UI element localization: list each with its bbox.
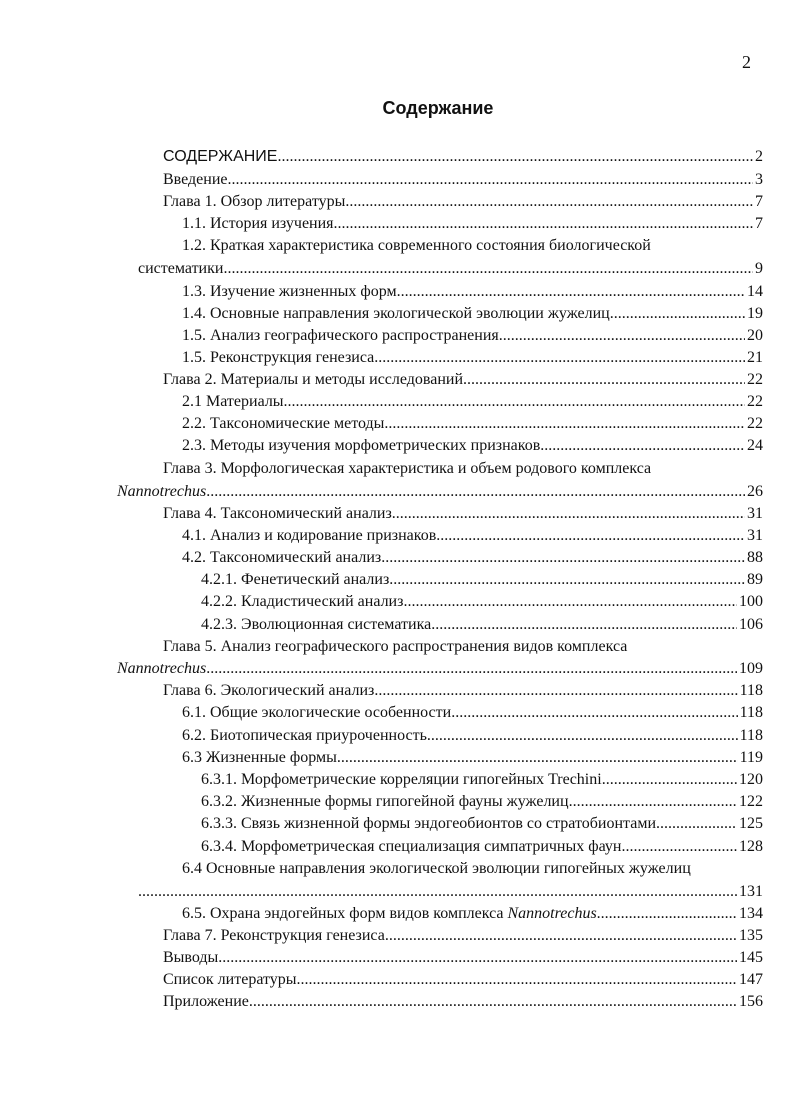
leader-dots bbox=[597, 903, 737, 925]
toc-page: 156 bbox=[739, 993, 763, 1010]
toc-entry-contents[interactable] bbox=[163, 146, 763, 168]
toc-entry-chapter-3[interactable] bbox=[117, 481, 763, 503]
toc-entry-6-5[interactable] bbox=[182, 903, 763, 925]
toc-page: 145 bbox=[739, 949, 763, 966]
toc-label: 4.1. Анализ и кодирование признаков bbox=[182, 527, 437, 544]
toc-entry-6-3-1[interactable] bbox=[201, 769, 763, 791]
toc-page: 31 bbox=[747, 505, 763, 522]
toc-label: Глава 2. Материалы и методы исследований bbox=[163, 371, 464, 388]
toc-label: 1.3. Изучение жизненных форм bbox=[182, 283, 397, 300]
toc-entry-1-4[interactable] bbox=[182, 303, 763, 325]
toc-label: 6.3 Жизненные формы bbox=[182, 749, 337, 766]
leader-dots bbox=[374, 347, 745, 369]
toc-entry-1-3[interactable] bbox=[182, 281, 763, 303]
toc-page: 22 bbox=[747, 393, 763, 410]
toc-page: 88 bbox=[747, 549, 763, 566]
toc-label: 6.5. Охрана эндогейных форм видов комплекса bbox=[182, 905, 504, 922]
leader-dots bbox=[397, 281, 745, 303]
toc-entry-1-5a[interactable] bbox=[182, 325, 763, 347]
toc-entry-introduction[interactable] bbox=[163, 169, 763, 191]
toc-entry-2-2[interactable] bbox=[182, 413, 763, 435]
toc-label: 6.3.4. Морфометрическая специализация симпатричных фаун bbox=[201, 838, 622, 855]
leader-dots bbox=[499, 325, 745, 347]
toc-entry-4-2-2[interactable] bbox=[201, 591, 763, 613]
toc-entry-6-4[interactable] bbox=[138, 881, 763, 903]
leader-dots bbox=[427, 725, 738, 747]
toc-page: 134 bbox=[739, 905, 763, 922]
toc-label: 6.2. Биотопическая приуроченность bbox=[182, 727, 427, 744]
toc-label: Введение bbox=[163, 171, 228, 188]
toc-label: 1.5. Реконструкция генезиса bbox=[182, 349, 375, 366]
leader-dots bbox=[385, 925, 737, 947]
toc-page: 118 bbox=[739, 682, 763, 699]
leader-dots bbox=[206, 658, 737, 680]
toc-entry-6-3-2[interactable] bbox=[201, 791, 763, 813]
toc-label: 2.3. Методы изучения морфометрических признаков bbox=[182, 437, 541, 454]
toc-entry-6-2[interactable] bbox=[182, 725, 763, 747]
toc-entry-6-4-first-line[interactable]: 6.4 Основные направления экологической эволюции гипогейных жужелиц bbox=[182, 860, 691, 877]
leader-dots bbox=[345, 191, 753, 213]
toc-page: 31 bbox=[747, 527, 763, 544]
toc-label: Выводы bbox=[163, 949, 219, 966]
toc-entry-4-2[interactable] bbox=[182, 547, 763, 569]
toc-entry-references[interactable] bbox=[163, 969, 763, 991]
toc-page: 7 bbox=[755, 193, 763, 210]
toc-entry-1-5b[interactable] bbox=[182, 347, 763, 369]
leader-dots bbox=[463, 369, 745, 391]
toc-page: 125 bbox=[739, 815, 763, 832]
toc-entry-1-1[interactable] bbox=[182, 213, 763, 235]
toc-label: систематики bbox=[138, 260, 224, 277]
toc-page: 135 bbox=[739, 927, 763, 944]
toc-entry-6-3-4[interactable] bbox=[201, 836, 763, 858]
leader-dots bbox=[393, 569, 745, 591]
toc-label: Список литературы bbox=[163, 971, 297, 988]
page-title: Содержание bbox=[382, 98, 494, 118]
toc-page: 89 bbox=[747, 571, 763, 588]
toc-page: 2 bbox=[755, 148, 763, 165]
toc-entry-2-1[interactable] bbox=[182, 391, 763, 413]
toc-entry-chapter-6[interactable] bbox=[163, 680, 763, 702]
leader-dots bbox=[284, 391, 745, 413]
toc-entry-1-2[interactable] bbox=[138, 258, 763, 280]
leader-dots bbox=[569, 791, 737, 813]
toc-label: 2.1 Материалы bbox=[182, 393, 284, 410]
toc-entry-6-1[interactable] bbox=[182, 702, 763, 724]
toc-entry-4-2-3[interactable] bbox=[201, 614, 763, 636]
toc-page: 7 bbox=[755, 215, 763, 232]
leader-dots bbox=[277, 146, 753, 168]
toc-entry-6-3-3[interactable] bbox=[201, 813, 763, 835]
toc-page: 106 bbox=[739, 616, 763, 633]
toc-entry-chapter-4[interactable] bbox=[163, 503, 763, 525]
toc-page: 118 bbox=[739, 704, 763, 721]
leader-dots bbox=[374, 680, 737, 702]
leader-dots bbox=[656, 813, 737, 835]
toc-label: Nannotrechus bbox=[117, 483, 207, 500]
toc-label: Глава 4. Таксономический анализ bbox=[163, 505, 392, 522]
toc-label: 1.5. Анализ географического распространения bbox=[182, 327, 499, 344]
toc-entry-2-3[interactable] bbox=[182, 435, 763, 457]
leader-dots bbox=[602, 769, 737, 791]
toc-label: Глава 6. Экологический анализ bbox=[163, 682, 375, 699]
toc-page: 118 bbox=[739, 727, 763, 744]
toc-page: 19 bbox=[747, 305, 763, 322]
toc-page: 122 bbox=[739, 793, 763, 810]
leader-dots bbox=[138, 881, 737, 903]
toc-label: 1.4. Основные направления экологической эволюции жужелиц bbox=[182, 305, 610, 322]
toc-entry-6-3[interactable] bbox=[182, 747, 763, 769]
leader-dots bbox=[228, 169, 754, 191]
toc-page: 147 bbox=[739, 971, 763, 988]
toc-label-italic: Nannotrechus bbox=[507, 905, 597, 922]
toc-page: 22 bbox=[747, 371, 763, 388]
toc-page: 119 bbox=[739, 749, 763, 766]
toc-entry-conclusions[interactable] bbox=[163, 947, 763, 969]
toc-page: 109 bbox=[739, 660, 763, 677]
toc-page: 131 bbox=[739, 883, 763, 900]
leader-dots bbox=[392, 503, 745, 525]
toc-label: Глава 1. Обзор литературы bbox=[163, 193, 346, 210]
toc-label: 6.3.1. Морфометрические корреляции гипогейных Trechini bbox=[201, 771, 602, 788]
leader-dots bbox=[337, 747, 738, 769]
toc-label: СОДЕРЖАНИЕ bbox=[163, 148, 278, 165]
toc-entry-chapter-3-first-line[interactable]: Глава 3. Морфологическая характеристика и объем родового комплекса bbox=[163, 460, 652, 477]
toc-page: 21 bbox=[747, 349, 763, 366]
leader-dots bbox=[249, 991, 737, 1013]
leader-dots bbox=[334, 213, 753, 235]
toc-page: 24 bbox=[747, 437, 763, 454]
leader-dots bbox=[218, 947, 737, 969]
toc-page: 3 bbox=[755, 171, 763, 188]
toc-label: 4.2. Таксономический анализ bbox=[182, 549, 382, 566]
toc-entry-chapter-5-first-line[interactable]: Глава 5. Анализ географического распространения видов комплекса bbox=[163, 638, 628, 655]
toc-entry-chapter-5[interactable] bbox=[117, 658, 763, 680]
toc-entry-chapter-2[interactable] bbox=[163, 369, 763, 391]
toc-entry-4-1[interactable] bbox=[182, 525, 763, 547]
toc-label: Глава 7. Реконструкция генезиса bbox=[163, 927, 385, 944]
toc-label: 4.2.1. Фенетический анализ. bbox=[201, 571, 394, 588]
toc-entry-chapter-7[interactable] bbox=[163, 925, 763, 947]
toc-page: 22 bbox=[747, 415, 763, 432]
leader-dots bbox=[384, 413, 745, 435]
toc-label: 4.2.3. Эволюционная систематика bbox=[201, 616, 432, 633]
toc-page: 14 bbox=[747, 283, 763, 300]
toc-page: 9 bbox=[755, 260, 763, 277]
toc-label: 6.3.2. Жизненные формы гипогейной фауны жужелиц bbox=[201, 793, 569, 810]
toc-label: 1.1. История изучения bbox=[182, 215, 334, 232]
toc-label: 2.2. Таксономические методы bbox=[182, 415, 385, 432]
leader-dots bbox=[610, 303, 745, 325]
toc-label: 4.2.2. Кладистический анализ bbox=[201, 593, 404, 610]
toc-page: 20 bbox=[747, 327, 763, 344]
leader-dots bbox=[381, 547, 745, 569]
toc-label: 6.3.3. Связь жизненной формы эндогеобионтов со стратобионтами bbox=[201, 815, 657, 832]
toc-page: 100 bbox=[739, 593, 763, 610]
leader-dots bbox=[431, 614, 737, 636]
leader-dots bbox=[621, 836, 737, 858]
leader-dots bbox=[223, 258, 753, 280]
toc-entry-appendix[interactable] bbox=[163, 991, 763, 1013]
toc-entry-1-2-first-line[interactable]: 1.2. Краткая характеристика современного состояния биологической bbox=[182, 237, 651, 254]
toc-label: Nannotrechus bbox=[117, 660, 207, 677]
leader-dots bbox=[206, 481, 745, 503]
toc-entry-4-2-1[interactable] bbox=[201, 569, 763, 591]
leader-dots bbox=[436, 525, 745, 547]
leader-dots bbox=[403, 591, 737, 613]
toc-label: 6.1. Общие экологические особенности bbox=[182, 704, 452, 721]
toc-page: 120 bbox=[739, 771, 763, 788]
page-number: 2 bbox=[742, 52, 751, 72]
leader-dots bbox=[540, 435, 745, 457]
toc-page: 128 bbox=[739, 838, 763, 855]
toc-entry-chapter-1[interactable] bbox=[163, 191, 763, 213]
toc-label: Приложение bbox=[163, 993, 249, 1010]
leader-dots bbox=[297, 969, 737, 991]
leader-dots bbox=[451, 702, 737, 724]
toc-page: 26 bbox=[747, 483, 763, 500]
